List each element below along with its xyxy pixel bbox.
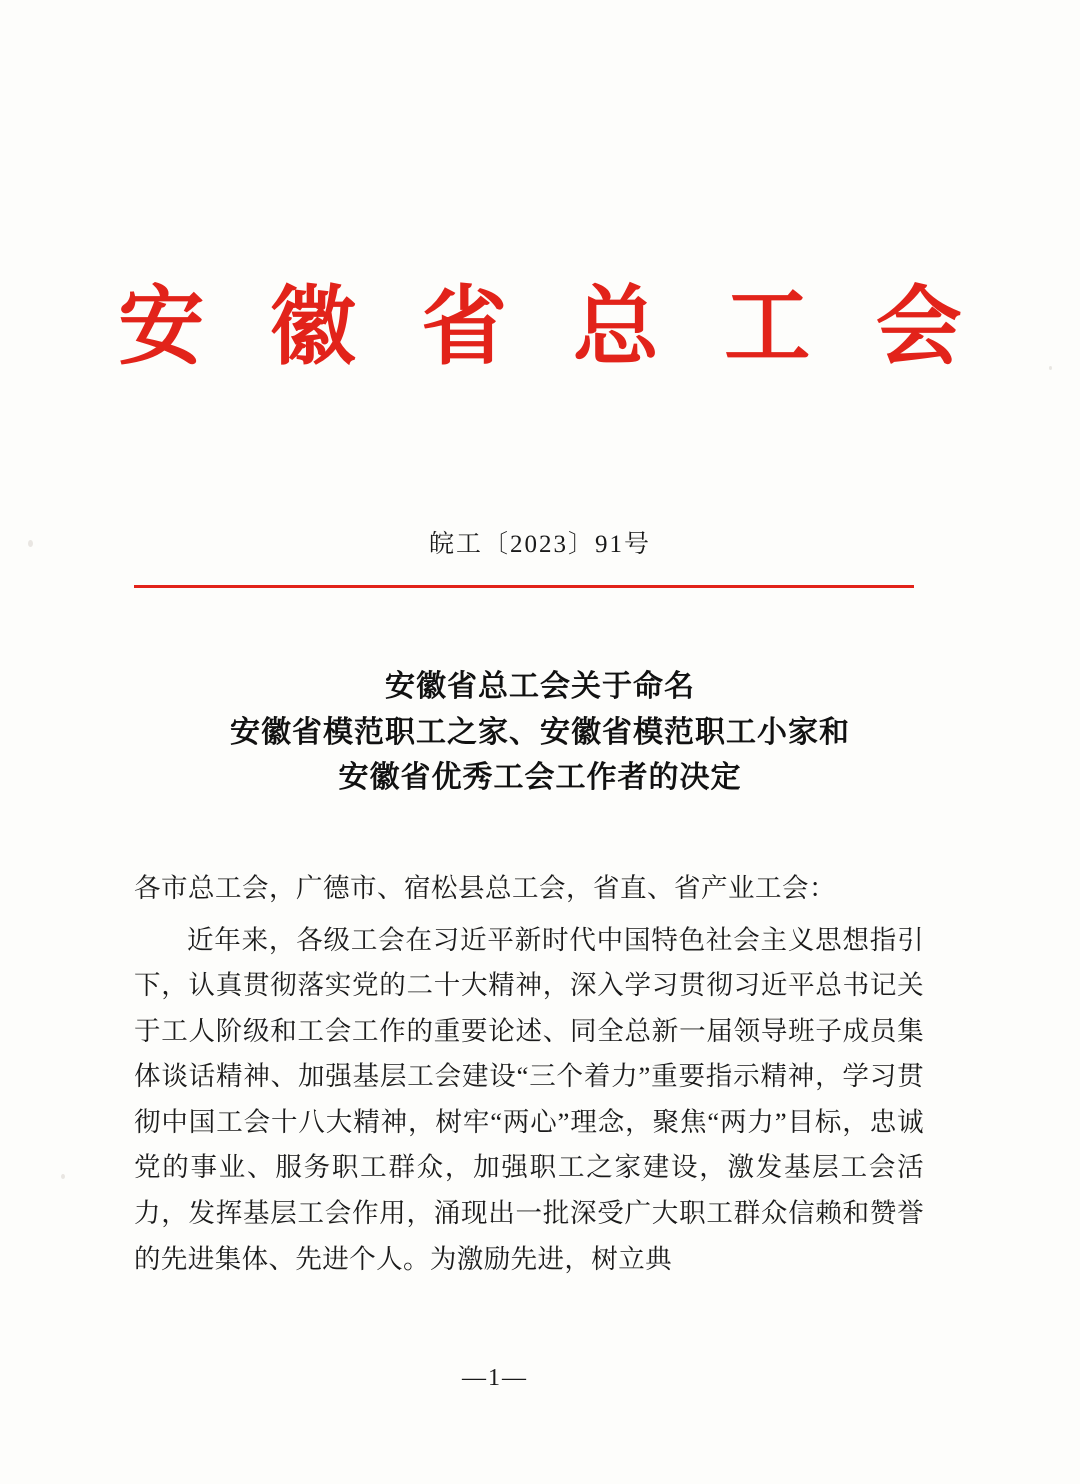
body-paragraph-1: 近年来，各级工会在习近平新时代中国特色社会主义思想指引下，认真贯彻落实党的二十大精神，深入学习贯彻习近平总书记关于工人阶级和工会工作的重要论述、同全总新一届领导班子成员集体谈话精神、加强基层工会建设“三个着力”重要指示精神，学习贯彻中国工会十八大精神，树牢“两心”理念，聚焦“两力”目标，忠诚党的事业、服务职工群众，加强职工之家建设，激发基层工会活力，发挥基层工会作用，涌现出一批深受广大职工群众信赖和赞誉的先进集体、先进个人。为激励先进，树立典 <box>134 924 924 1274</box>
red-divider-rule <box>134 585 914 588</box>
document-title <box>110 664 970 801</box>
document-title-line-1: 安徽省总工会关于命名 <box>385 670 695 703</box>
document-title-line-2: 安徽省模范职工之家、安徽省模范职工小家和 <box>230 715 850 749</box>
salutation: 各市总工会，广德市、宿松县总工会，省直、省产业工会： <box>134 873 836 903</box>
document-title-line-3: 安徽省优秀工会工作者的决定 <box>338 761 742 795</box>
document-number: 皖工〔2023〕91号 <box>428 531 651 558</box>
document-body <box>134 866 924 1282</box>
letterhead-title: 安 徽 省 总 工 会 <box>118 279 984 375</box>
page-number: —1— <box>462 1365 528 1391</box>
scan-speck <box>61 1174 65 1179</box>
